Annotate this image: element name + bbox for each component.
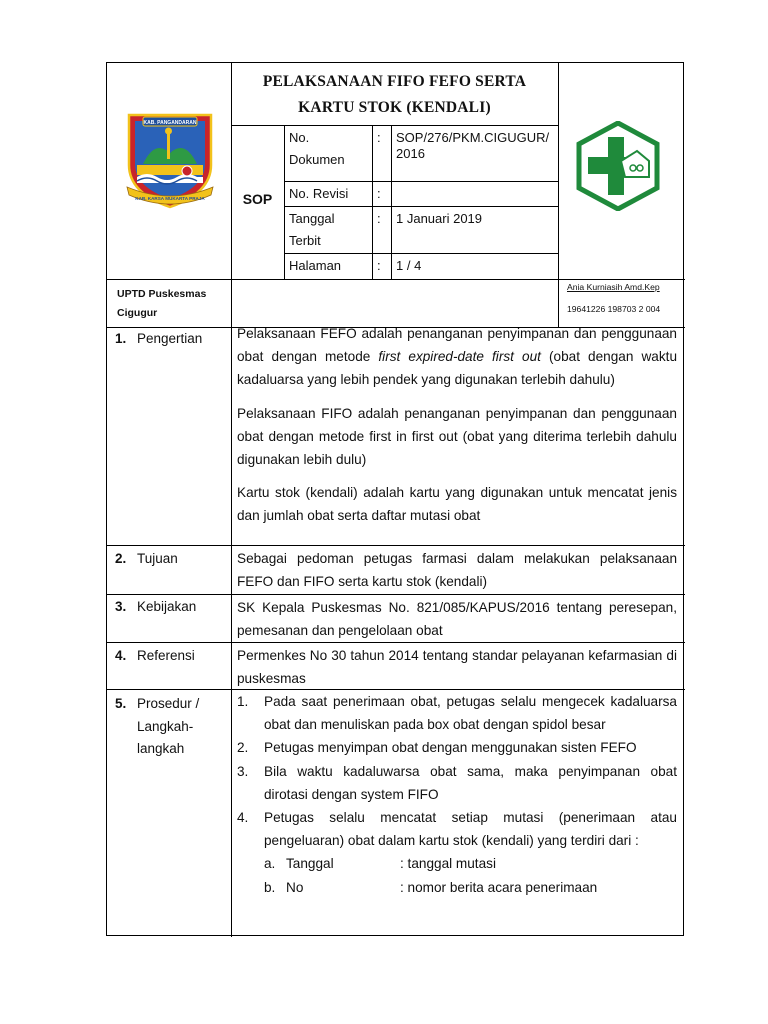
title-line-2: KARTU STOK (KENDALI) (298, 99, 491, 116)
document-title (231, 69, 558, 121)
section-2-label: Tujuan (137, 551, 178, 566)
section-1-content (237, 322, 677, 528)
signer-name: Ania Kurniasih Amd.Kep (567, 282, 660, 292)
procedure-list (237, 690, 677, 899)
divider (284, 125, 285, 279)
procedure-subitem: b. No : nomor berita acara penerimaan (264, 879, 598, 895)
section-2-number: 2. (115, 551, 127, 566)
section-5-number: 5. (115, 696, 127, 711)
divider (391, 125, 392, 279)
section-3-label: Kebijakan (137, 599, 197, 614)
divider (107, 545, 685, 546)
divider (231, 125, 558, 126)
field-value-no-dokumen: SOP/276/PKM.CIGUGUR/2016 (396, 130, 550, 161)
title-line-1: PELAKSANAAN FIFO FEFO SERTA (262, 73, 527, 90)
procedure-step: 4. Petugas selalu mencatat setiap mutasi (penerimaan atau pengeluaran) obat dalam kartu stok (kendali) yang terdiri dari : (237, 810, 677, 849)
field-separator: : (377, 186, 381, 201)
section-4-number: 4. (115, 648, 127, 663)
section-3-text: SK Kepala Puskesmas No. 821/085/KAPUS/2016 tentang peresepan, pemesanan dan pengelolaan obat (237, 600, 677, 639)
section-2-text: Sebagai pedoman petugas farmasi dalam melakukan pelaksanaan FEFO dan FIFO serta kartu stok (kendali) (237, 551, 677, 590)
definition-fifo: Pelaksanaan FIFO adalah penanganan penyimpanan dan penggunaan obat dengan metode first in first out (obat yang diterima terlebih dahulu digunakan lebih dulu) (237, 405, 677, 468)
divider (558, 63, 559, 327)
section-3-number: 3. (115, 599, 127, 614)
divider (231, 327, 232, 937)
divider (284, 206, 558, 207)
procedure-step: 3. Bila waktu kadaluwarsa obat sama, maka penyimpanan obat dirotasi dengan system FIFO (237, 763, 677, 802)
divider (284, 181, 558, 182)
org-unit-line-1: UPTD Puskesmas (117, 288, 207, 300)
signer-nip: 19641226 198703 2 004 (567, 304, 661, 314)
divider (284, 253, 558, 254)
field-label-no-dokumen: No. Dokumen (289, 130, 345, 167)
emblem-banner-text: KAB. PANGANDARAN (143, 120, 197, 126)
section-4-text: Permenkes No 30 tahun 2014 tentang standar pelayanan kefarmasian di puskesmas (237, 648, 677, 687)
emblem-motto-text: KAB. KARSA MUKARTA PRAJA (135, 196, 205, 201)
definition-fefo: Pelaksanaan FEFO adalah penanganan penyimpanan dan penggunaan obat dengan metode first expired-date first out (obat dengan waktu kadaluarsa yang lebih pendek yang digunakan terlebih dahulu) (237, 326, 677, 388)
section-5-label: Prosedur / Langkah- langkah (137, 696, 200, 756)
procedure-subitem: a. Tanggal : tanggal mutasi (264, 856, 496, 872)
field-separator: : (377, 258, 381, 273)
sop-label: SOP (242, 191, 273, 207)
procedure-step: 2. Petugas menyimpan obat dengan menggunakan sisten FEFO (237, 740, 637, 756)
field-value-halaman: 1 / 4 (396, 258, 422, 273)
org-unit (117, 285, 206, 323)
field-label-halaman: Halaman (289, 258, 342, 273)
field-label-no-revisi: No. Revisi (289, 186, 349, 201)
regency-emblem-icon (121, 109, 219, 211)
divider (107, 594, 685, 595)
section-4-label: Referensi (137, 648, 195, 663)
procedure-step: 1. Pada saat penerimaan obat, petugas selalu mengecek kadaluarsa obat dan menuliskan pada box obat dengan spidol besar (237, 694, 677, 733)
org-unit-line-2: Cigugur (117, 307, 158, 319)
field-value-tanggal-terbit: 1 Januari 2019 (396, 211, 483, 226)
section-1-label: Pengertian (137, 331, 203, 346)
sop-document (106, 62, 684, 936)
divider (372, 125, 373, 279)
section-1-number: 1. (115, 331, 127, 346)
definition-kartu-stok: Kartu stok (kendali) adalah kartu yang digunakan untuk mencatat jenis dan jumlah obat serta daftar mutasi obat (237, 485, 677, 524)
field-label-tanggal-terbit: Tanggal Terbit (289, 211, 335, 248)
field-separator: : (377, 130, 381, 145)
puskesmas-logo-icon (575, 121, 661, 211)
field-separator: : (377, 211, 381, 226)
